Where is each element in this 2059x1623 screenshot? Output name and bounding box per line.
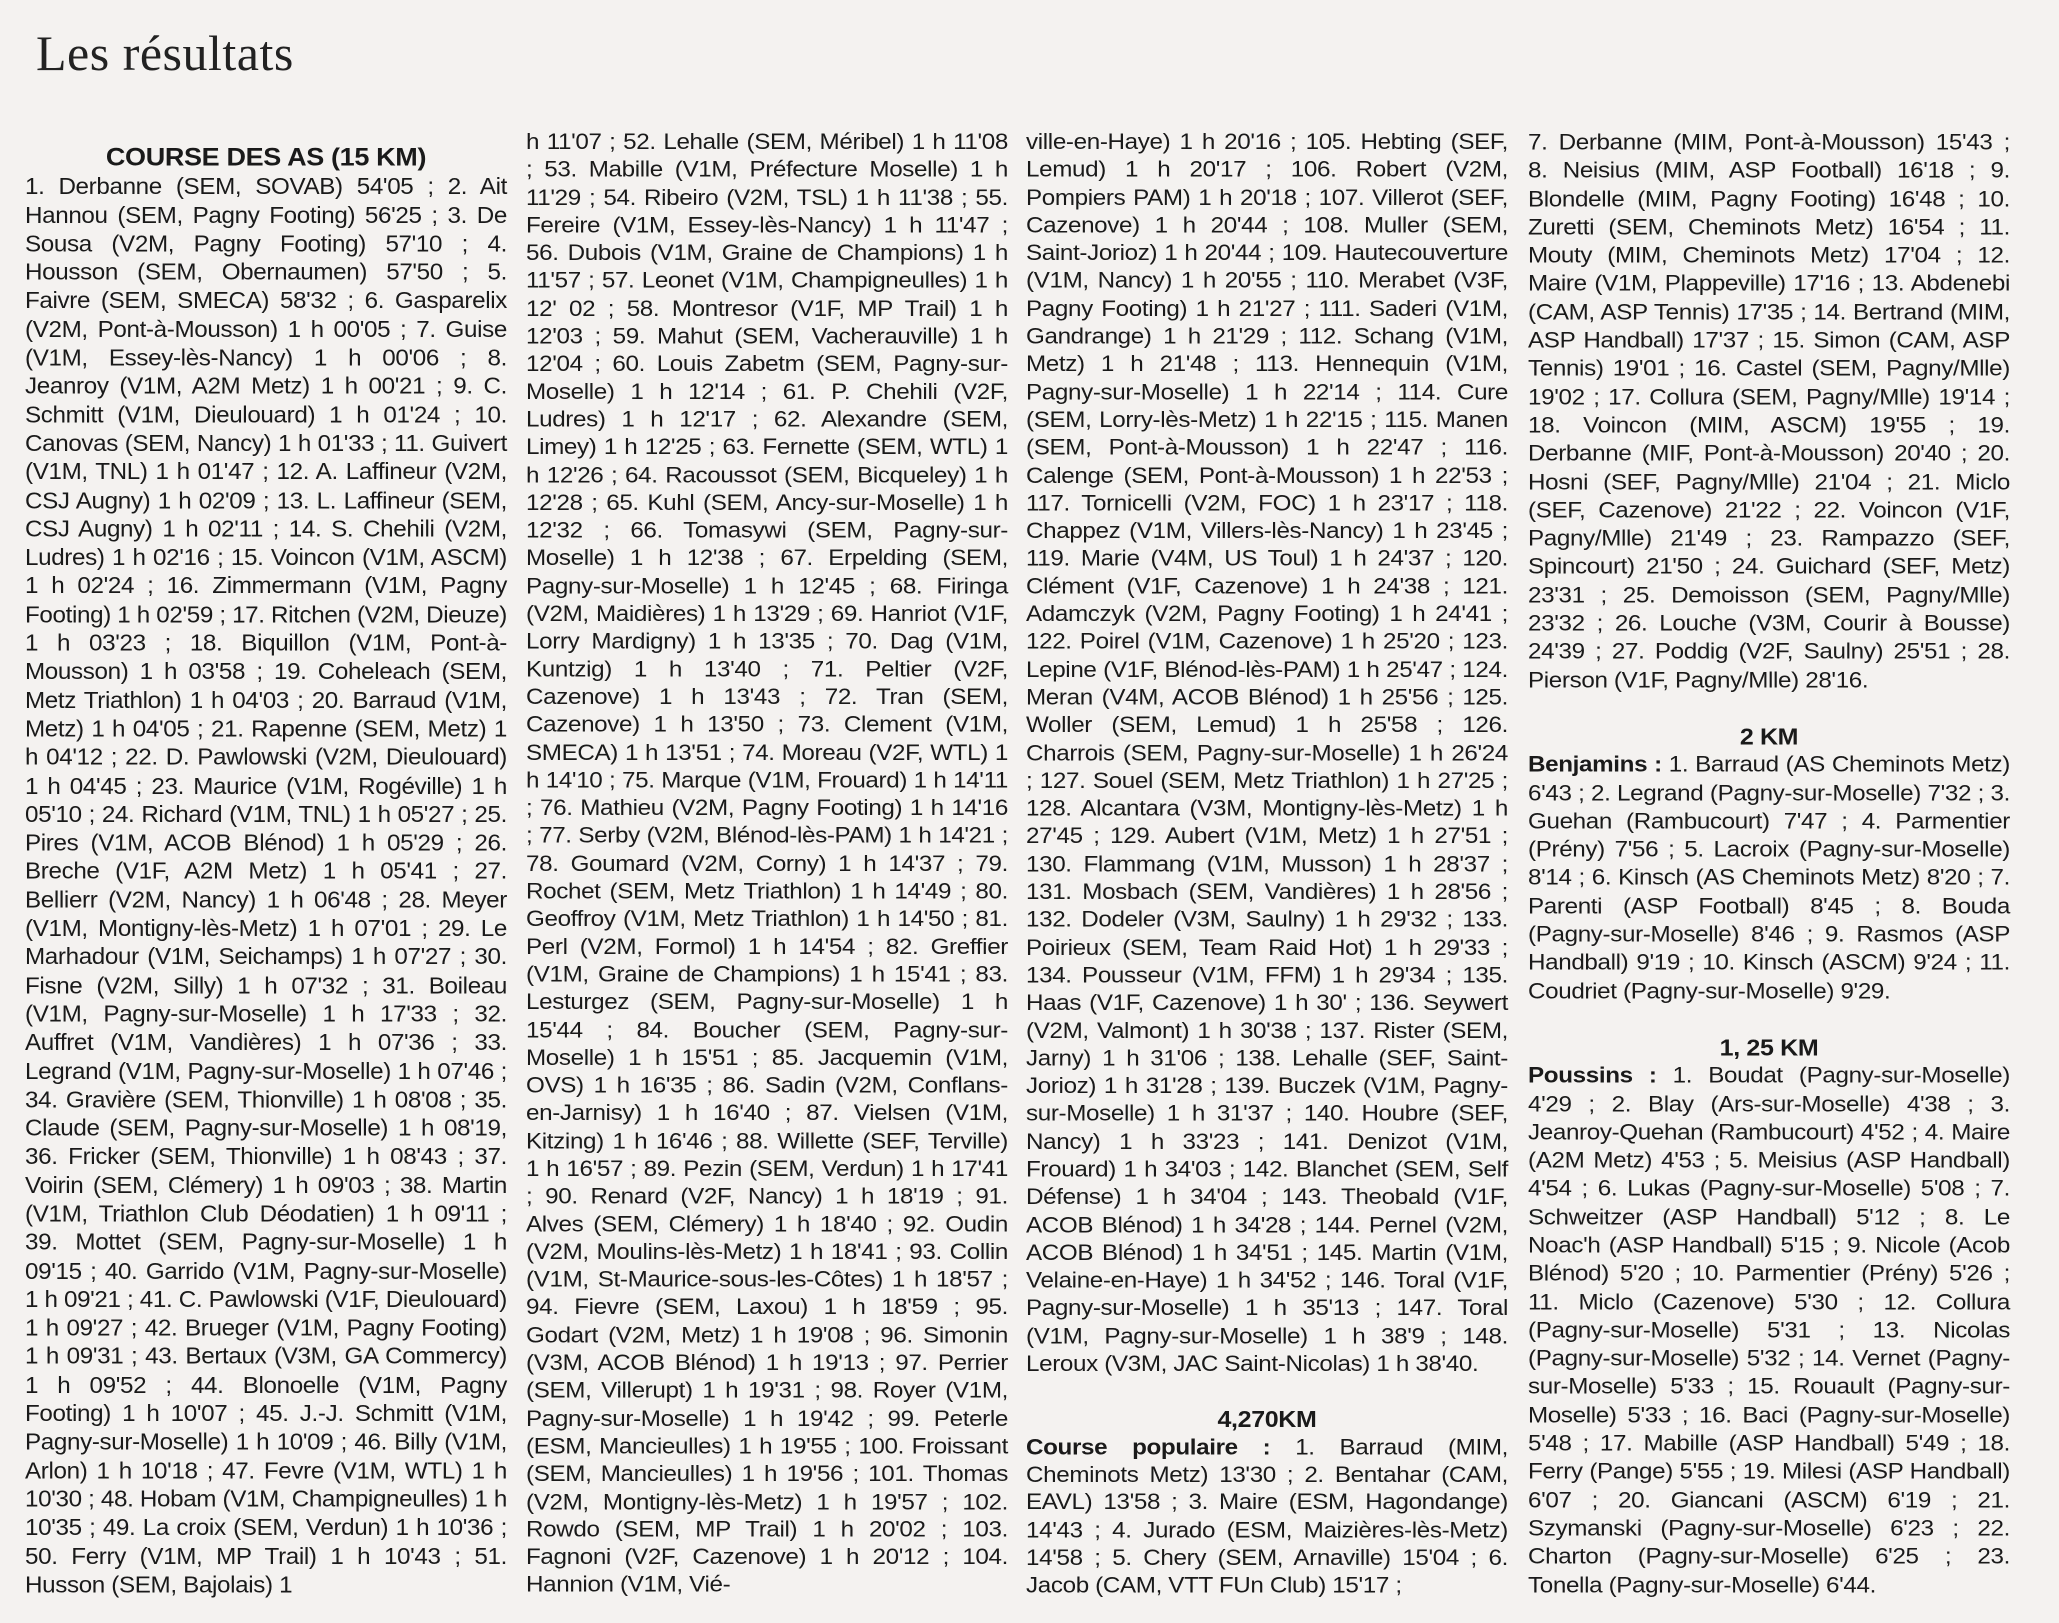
results-column-1 — [25, 143, 507, 1600]
category-label: Poussins : — [1528, 1063, 1657, 1089]
results-paragraph: ville-en-Haye) 1 h 20'16 ; 105. Hebting (SEF, Lemud) 1 h 20'17 ; 106. Robert (V2M, Pompiers PAM) 1 h 20'18 ; 107. Villerot (SEF, Cazenove) 1 h 20'44 ; 108. Muller (SEM, Saint-Jorioz) 1 h 20'44 ; 109. Hautecouverture (V1M, Nancy) 1 h 20'55 ; 110. Merabet (V3F, Pagny Footing) 1 h 21'27 ; 111. Saderi (V1M, Gandrange) 1 h 21'29 ; 112. Schang (V1M, Metz) 1 h 21'48 ; 113. Hennequin (V1M, Pagny-sur-Moselle) 1 h 22'14 ; 114. Cure (SEM, Lorry-lès-Metz) 1 h 22'15 ; 115. Manen (SEM, Pont-à-Mousson) 1 h 22'47 ; 116. Calenge (SEM, Pont-à-Mousson) 1 h 22'53 ; 117. Tornicelli (V2M, FOC) 1 h 23'17 ; 118. Chappez (V1M, Villers-lès-Nancy) 1 h 23'45 ; 119. Marie (V4M, US Toul) 1 h 24'37 ; 120. Clément (V1F, Cazenove) 1 h 24'38 ; 121. Adamczyk (V2M, Pagny Footing) 1 h 24'41 ; 122. Poirel (V1M, Cazenove) 1 h 25'20 ; 123. Lepine (V1F, Blénod-lès-PAM) 1 h 25'47 ; 124. Meran (V4M, ACOB Blénod) 1 h 25'56 ; 125. Woller (SEM, Lemud) 1 h 25'58 ; 126. Charrois (SEM, Pagny-sur-Moselle) 1 h 26'24 ; 127. Souel (SEM, Metz Triathlon) 1 h 27'25 ; 128. Alcantara (V3M, Montigny-lès-Metz) 1 h 27'45 ; 129. Aubert (V1M, Metz) 1 h 27'51 ; 130. Flammang (V1M, Musson) 1 h 28'37 ; 131. Mosbach (SEM, Vandières) 1 h 28'56 ; 132. Dodeler (V3M, Saulny) 1 h 29'32 ; 133. Poirieux (SEM, Team Raid Hot) 1 h 29'33 ; 134. Pousseur (V1M, FFM) 1 h 29'34 ; 135. Haas (V1F, Cazenove) 1 h 30' ; 136. Seywert (V2M, Valmont) 1 h 30'38 ; 137. Rister (SEM, Jarny) 1 h 31'06 ; 138. Lehalle (SEF, Saint-Jorioz) 1 h 31'28 ; 139. Buczek (V1M, Pagny-sur-Moselle) 1 h 31'37 ; 140. Houbre (SEF, Nancy) 1 h 33'23 ; 141. Denizot (V1M, Frouard) 1 h 34'03 ; 142. Blanchet (SEM, Self Défense) 1 h 34'04 ; 143. Theobald (V1F, ACOB Blénod) 1 h 34'28 ; 144. Pernel (V2M, ACOB Blénod) 1 h 34'51 ; 145. Martin (V1M, Velaine-en-Haye) 1 h 34'52 ; 146. Toral (V1F, Pagny-sur-Moselle) 1 h 35'13 ; 147. Toral (V1M, Pagny-sur-Moselle) 1 h 38'9 ; 148. Leroux (V3M, JAC Saint-Nicolas) 1 h 38'40. — [1026, 129, 1508, 1377]
results-paragraph: 7. Derbanne (MIM, Pont-à-Mousson) 15'43 ; 8. Neisius (MIM, ASP Football) 16'18 ; 9. Blondelle (MIM, Pagny Footing) 16'48 ; 10. Zuretti (SEM, Cheminots Metz) 16'54 ; 11. Mouty (MIM, Cheminots Metz) 17'04 ; 12. Maire (V1M, Plappeville) 17'16 ; 13. Abdenebi (CAM, ASP Tennis) 17'35 ; 14. Bertrand (MIM, ASP Handball) 17'37 ; 15. Simon (CAM, ASP Tennis) 19'01 ; 16. Castel (SEM, Pagny/Mlle) 19'02 ; 17. Collura (SEM, Pagny/Mlle) 19'14 ; 18. Voincon (MIM, ASCM) 19'55 ; 19. Derbanne (MIF, Pont-à-Mousson) 20'40 ; 20. Hosni (SEF, Pagny/Mlle) 21'04 ; 21. Miclo (SEF, Cazenove) 21'22 ; 22. Voincon (V1F, Pagny/Mlle) 21'49 ; 23. Rampazzo (SEF, Spincourt) 21'50 ; 24. Guichard (SEF, Metz) 23'31 ; 25. Demoisson (SEM, Pagny/Mlle) 23'32 ; 26. Louche (V3M, Courir à Bousse) 24'39 ; 27. Poddig (V2F, Saulny) 25'51 ; 28. Pierson (V1F, Pagny/Mlle) 28'16. — [1528, 129, 2010, 693]
category-label: Course populaire : — [1026, 1434, 1271, 1460]
page-title: Les résultats — [36, 25, 294, 81]
section-heading-course-des-as: COURSE DES AS (15 KM) — [105, 143, 427, 172]
results-paragraph-poussins — [1528, 1062, 2010, 1600]
results-column-2 — [526, 129, 1008, 1600]
results-paragraph: h 11'07 ; 52. Lehalle (SEM, Méribel) 1 h 11'08 ; 53. Mabille (V1M, Préfecture Moselle) 1 h 11'29 ; 54. Ribeiro (V2M, TSL) 1 h 11'38 ; 55. Fereire (V1M, Essey-lès-Nancy) 1 h 11'47 ; 56. Dubois (V1M, Graine de Champions) 1 h 11'57 ; 57. Leonet (V1M, Champigneulles) 1 h 12' 02 ; 58. Montresor (V1F, MP Trail) 1 h 12'03 ; 59. Mahut (SEM, Vacherauville) 1 h 12'04 ; 60. Louis Zabetm (SEM, Pagny-sur-Moselle) 1 h 12'14 ; 61. P. Chehili (V2F, Ludres) 1 h 12'17 ; 62. Alexandre (SEM, Limey) 1 h 12'25 ; 63. Fernette (SEM, WTL) 1 h 12'26 ; 64. Racoussot (SEM, Bicqueley) 1 h 12'28 ; 65. Kuhl (SEM, Ancy-sur-Moselle) 1 h 12'32 ; 66. Tomasywi (SEM, Pagny-sur-Moselle) 1 h 12'38 ; 67. Erpelding (SEM, Pagny-sur-Moselle) 1 h 12'45 ; 68. Firinga (V2M, Maidières) 1 h 13'29 ; 69. Hanriot (V1F, Lorry Mardigny) 1 h 13'35 ; 70. Dag (V1M, Kuntzig) 1 h 13'40 ; 71. Peltier (V2F, Cazenove) 1 h 13'43 ; 72. Tran (SEM, Cazenove) 1 h 13'50 ; 73. Clement (V1M, SMECA) 1 h 13'51 ; 74. Moreau (V2F, WTL) 1 h 14'10 ; 75. Marque (V1M, Frouard) 1 h 14'11 ; 76. Mathieu (V2M, Pagny Footing) 1 h 14'16 ; 77. Serby (V2M, Blénod-lès-PAM) 1 h 14'21 ; 78. Goumard (V2M, Corny) 1 h 14'37 ; 79. Rochet (SEM, Metz Triathlon) 1 h 14'49 ; 80. Geoffroy (V1M, Metz Triathlon) 1 h 14'50 ; 81. Perl (V2M, Formol) 1 h 14'54 ; 82. Greffier (V1M, Graine de Champions) 1 h 15'41 ; 83. Lesturgez (SEM, Pagny-sur-Moselle) 1 h 15'44 ; 84. Boucher (SEM, Pagny-sur-Moselle) 1 h 15'51 ; 85. Jacquemin (V1M, OVS) 1 h 16'35 ; 86. Sadin (V2M, Conflans-en-Jarnisy) 1 h 16'40 ; 87. Vielsen (V1M, Kitzing) 1 h 16'46 ; 88. Willette (SEF, Terville) 1 h 16'57 ; 89. Pezin (SEM, Verdun) 1 h 17'41 ; 90. Renard (V2F, Nancy) 1 h 18'19 ; 91. Alves (SEM, Clémery) 1 h 18'40 ; 92. Oudin (V2M, Moulins-lès-Metz) 1 h 18'41 ; 93. Collin (V1M, St-Maurice-sous-les-Côtes) 1 h 18'57 ; 94. Fievre (SEM, Laxou) 1 h 18'59 ; 95. Godart (V2M, Metz) 1 h 19'08 ; 96. Simonin (V3M, ACOB Blénod) 1 h 19'13 ; 97. Perrier (SEM, Villerupt) 1 h 19'31 ; 98. Royer (V1M, Pagny-sur-Moselle) 1 h 19'42 ; 99. Peterle (ESM, Mancieulles) 1 h 19'55 ; 100. Froissant (SEM, Mancieulles) 1 h 19'56 ; 101. Thomas (V2M, Montigny-lès-Metz) 1 h 19'57 ; 102. Rowdo (SEM, MP Trail) 1 h 20'02 ; 103. Fagnoni (V2F, Cazenove) 1 h 20'12 ; 104. Hannion (V1M, Vié- — [526, 129, 1008, 1598]
category-label: Benjamins : — [1528, 752, 1662, 778]
results-text: 1. Boudat (Pagny-sur-Moselle) 4'29 ; 2. Blay (Ars-sur-Moselle) 4'38 ; 3. Jeanroy-Quehan (Rambucourt) 4'52 ; 4. Maire (A2M Metz) 4'53 ; 5. Meisius (ASP Handball) 4'54 ; 6. Lukas (Pagny-sur-Moselle) 5'08 ; 7. Schweitzer (ASP Handball) 5'12 ; 8. Le Noac'h (ASP Handball) 5'15 ; 9. Nicole (Acob Blénod) 5'20 ; 10. Parmentier (Prény) 5'26 ; 11. Miclo (Cazenove) 5'30 ; 12. Collura (Pagny-sur-Moselle) 5'31 ; 13. Nicolas (Pagny-sur-Moselle) 5'32 ; 14. Vernet (Pagny-sur-Moselle) 5'33 ; 15. Rouault (Pagny-sur-Moselle) 5'33 ; 16. Baci (Pagny-sur-Moselle) 5'48 ; 17. Mabille (ASP Handball) 5'49 ; 18. Ferry (Pange) 5'55 ; 19. Milesi (ASP Handball) 6'07 ; 20. Giancani (ASCM) 6'19 ; 21. Szymanski (Pagny-sur-Moselle) 6'23 ; 22. Charton (Pagny-sur-Moselle) 6'25 ; 23. Tonella (Pagny-sur-Moselle) 6'44. — [1528, 1063, 2010, 1598]
results-text: 1. Barraud (AS Cheminots Metz) 6'43 ; 2. Legrand (Pagny-sur-Moselle) 7'32 ; 3. Guehan (Rambucourt) 7'47 ; 4. Parmentier (Prény) 7'56 ; 5. Lacroix (Pagny-sur-Moselle) 8'14 ; 6. Kinsch (AS Cheminots Metz) 8'20 ; 7. Parenti (ASP Football) 8'45 ; 8. Bouda (Pagny-sur-Moselle) 8'46 ; 9. Rasmos (ASP Handball) 9'19 ; 10. Kinsch (ASCM) 9'24 ; 11. Coudriet (Pagny-sur-Moselle) 9'29. — [1528, 752, 2010, 1004]
results-column-4 — [1528, 129, 2010, 1600]
results-text: 1. Barraud (MIM, Cheminots Metz) 13'30 ; 2. Bentahar (CAM, EAVL) 13'58 ; 3. Maire (ESM, Hagondange) 14'43 ; 4. Jurado (ESM, Maizières-lès-Metz) 14'58 ; 5. Chery (SEM, Arnaville) 15'04 ; 6. Jacob (CAM, VTT FUn Club) 15'17 ; — [1026, 1434, 1508, 1599]
results-paragraph: 1. Derbanne (SEM, SOVAB) 54'05 ; 2. Ait Hannou (SEM, Pagny Footing) 56'25 ; 3. De Sousa (V2M, Pagny Footing) 57'10 ; 4. Housson (SEM, Obernaumen) 57'50 ; 5. Faivre (SEM, SMECA) 58'32 ; 6. Gasparelix (V2M, Pont-à-Mousson) 1 h 00'05 ; 7. Guise (V1M, Essey-lès-Nancy) 1 h 00'06 ; 8. Jeanroy (V1M, A2M Metz) 1 h 00'21 ; 9. C. Schmitt (V1M, Dieulouard) 1 h 01'24 ; 10. Canovas (SEM, Nancy) 1 h 01'33 ; 11. Guivert (V1M, TNL) 1 h 01'47 ; 12. A. Laffineur (V2M, CSJ Augny) 1 h 02'09 ; 13. L. Laffineur (SEM, CSJ Augny) 1 h 02'11 ; 14. S. Chehili (V2M, Ludres) 1 h 02'16 ; 15. Voincon (V1M, ASCM) 1 h 02'24 ; 16. Zimmermann (V1M, Pagny Footing) 1 h 02'59 ; 17. Ritchen (V2M, Dieuze) 1 h 03'23 ; 18. Biquillon (V1M, Pont-à-Mousson) 1 h 03'58 ; 19. Coheleach (SEM, Metz Triathlon) 1 h 04'03 ; 20. Barraud (V1M, Metz) 1 h 04'05 ; 21. Rapenne (SEM, Metz) 1 h 04'12 ; 22. D. Pawlowski (V2M, Dieulouard) 1 h 04'45 ; 23. Maurice (V1M, Rogéville) 1 h 05'10 ; 24. Richard (V1M, TNL) 1 h 05'27 ; 25. Pires (V1M, ACOB Blénod) 1 h 05'29 ; 26. Breche (V1F, A2M Metz) 1 h 05'41 ; 27. Bellierr (V2M, Nancy) 1 h 06'48 ; 28. Meyer (V1M, Montigny-lès-Metz) 1 h 07'01 ; 29. Le Marhadour (V1M, Seichamps) 1 h 07'27 ; 30. Fisne (V2M, Silly) 1 h 07'32 ; 31. Boileau (V1M, Pagny-sur-Moselle) 1 h 17'33 ; 32. Auffret (V1M, Vandières) 1 h 07'36 ; 33. Legrand (V1M, Pagny-sur-Moselle) 1 h 07'46 ; 34. Gravière (SEM, Thionville) 1 h 08'08 ; 35. Claude (SEM, Pagny-sur-Moselle) 1 h 08'19, 36. Fricker (SEM, Thionville) 1 h 08'43 ; 37. Voirin (SEM, Clémery) 1 h 09'03 ; 38. Martin (V1M, Triathlon Club Déodatien) 1 h 09'11 ; 39. Mottet (SEM, Pagny-sur-Moselle) 1 h 09'15 ; 40. Garrido (V1M, Pagny-sur-Moselle) 1 h 09'21 ; 41. C. Pawlowski (V1F, Dieulouard) 1 h 09'27 ; 42. Brueger (V1M, Pagny Footing) 1 h 09'31 ; 43. Bertaux (V3M, GA Commercy) 1 h 09'52 ; 44. Blonoelle (V1M, Pagny Footing) 1 h 10'07 ; 45. J.-J. Schmitt (V1M, Pagny-sur-Moselle) 1 h 10'09 ; 46. Billy (V1M, Arlon) 1 h 10'18 ; 47. Fevre (V1M, WTL) 1 h 10'30 ; 48. Hobam (V1M, Champigneulles) 1 h 10'35 ; 49. La croix (SEM, Verdun) 1 h 10'36 ; 50. Ferry (V1M, MP Trail) 1 h 10'43 ; 51. Husson (SEM, Bajolais) 1 — [25, 174, 507, 1598]
section-heading-4270km: 4,270KM — [1217, 1406, 1317, 1433]
section-heading-2km: 2 KM — [1739, 723, 1799, 751]
results-paragraph-benjamins — [1528, 751, 2010, 1006]
results-paragraph-course-populaire — [1026, 1434, 1508, 1601]
results-column-3 — [1026, 129, 1508, 1600]
section-heading-1-25km: 1, 25 KM — [1719, 1034, 1819, 1062]
